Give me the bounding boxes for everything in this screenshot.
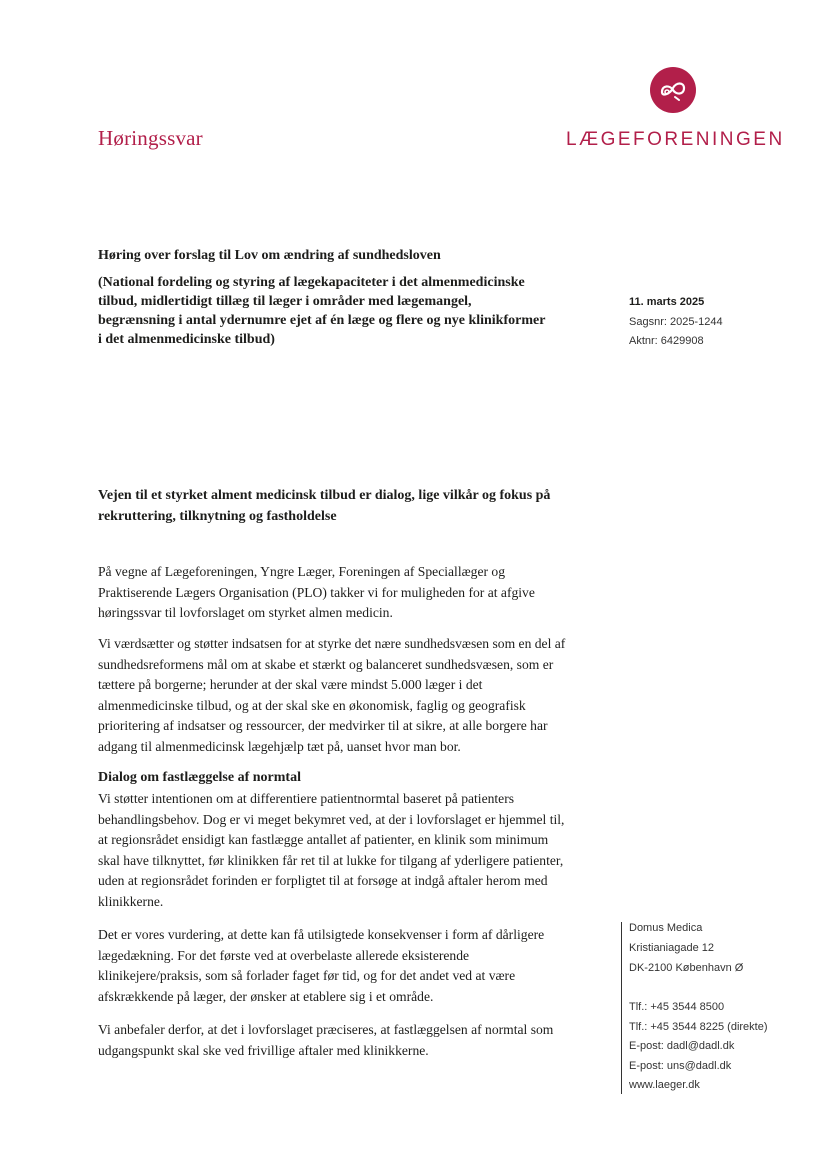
- contact-city: DK-2100 København Ø: [629, 962, 744, 974]
- case-number: Sagsnr: 2025-1244: [629, 316, 723, 328]
- logo-wordmark: LÆGEFORENINGEN: [566, 129, 785, 150]
- paragraph-normtal: Vi støtter intentionen om at differentiere patientnormtal baseret på patienters behandlingsbehov. Dog er vi meget bekymret ved, at der i lovforslaget er hjemmel til, at regionsrådet ensidigt kan fastlægge antallet af patienter, en klinik som minimum skal have tilknyttet, før klinikken får ret til at lukke for tilgang af yderligere patienter, uden at regionsrådet forinden er forpligtet til at forsøge at indgå aftaler herom med klinikkerne.: [98, 791, 565, 909]
- document-type-title: Høringssvar: [98, 126, 203, 150]
- subject-title: Høring over forslag til Lov om ændring af sundhedsloven: [98, 248, 441, 263]
- document-date: 11. marts 2025: [629, 296, 705, 308]
- paragraph-recommendation: Vi anbefaler derfor, at det i lovforslaget præciseres, at fastlæggelsen af normtal som udgangspunkt skal ske ved frivillige aftaler med klinikkerne.: [98, 1022, 554, 1058]
- paragraph-intro: På vegne af Lægeforeningen, Yngre Læger, Foreningen af Speciallæger og Praktiserende Lægers Organisation (PLO) takker vi for muligheden for at afgive høringssvar til lovforslaget om styrket almen medicin.: [98, 564, 535, 621]
- paragraph-support: Vi værdsætter og støtter indsatsen for at styrke det nære sundhedsvæsen som en del af sundhedsreformens mål om at skabe et stærkt og balanceret sundhedsvæsen, som er tættere på borgerne; herunder at der skal være mindst 5.000 læger i det almenmedicinske tilbud, og at der skal ske en økonomisk, faglig og geografisk prioritering af indsatser og ressourcer, der medvirker til at sikre, at alle borgere har adgang til almenmedicinsk lægehjælp tæt på, uanset hvor man bor.: [98, 636, 566, 754]
- contact-street: Kristianiagade 12: [629, 942, 715, 954]
- body-headline: Vejen til et styrket alment medicinsk tilbud er dialog, lige vilkår og fokus på rekruttering, tilknytning og fastholdelse: [98, 488, 551, 524]
- subject-description: (National fordeling og styring af lægekapaciteter i det almenmedicinske tilbud, midlertidigt tillæg til læger i områder med lægemangel, begrænsning i antal ydernumre ejet af én læge og flere og nye klinikformer i det almenmedicinske tilbud): [98, 275, 546, 347]
- section-heading: Dialog om fastlæggelse af normtal: [98, 770, 301, 785]
- paragraph-assessment: Det er vores vurdering, at dette kan få utilsigtede konsekvenser i form af dårligere lægedækning. For det første ved at overbelaste allerede eksisterende klinikejere/praksis, som så forlader faget før tid, og for det andet ved at være afskrækkende på læger, der ønsker at etablere sig i et område.: [98, 927, 545, 1004]
- contact-email-general[interactable]: E-post: dadl@dadl.dk: [629, 1040, 735, 1052]
- laegeforeningen-logo-icon: [650, 67, 696, 113]
- contact-email-direct[interactable]: E-post: uns@dadl.dk: [629, 1060, 732, 1072]
- contact-divider: [621, 922, 622, 1094]
- document-number: Aktnr: 6429908: [629, 335, 704, 347]
- contact-phone-direct: Tlf.: +45 3544 8225 (direkte): [629, 1021, 768, 1033]
- contact-phone: Tlf.: +45 3544 8500: [629, 1001, 725, 1013]
- contact-website-link[interactable]: www.laeger.dk: [629, 1079, 700, 1091]
- contact-org: Domus Medica: [629, 922, 703, 934]
